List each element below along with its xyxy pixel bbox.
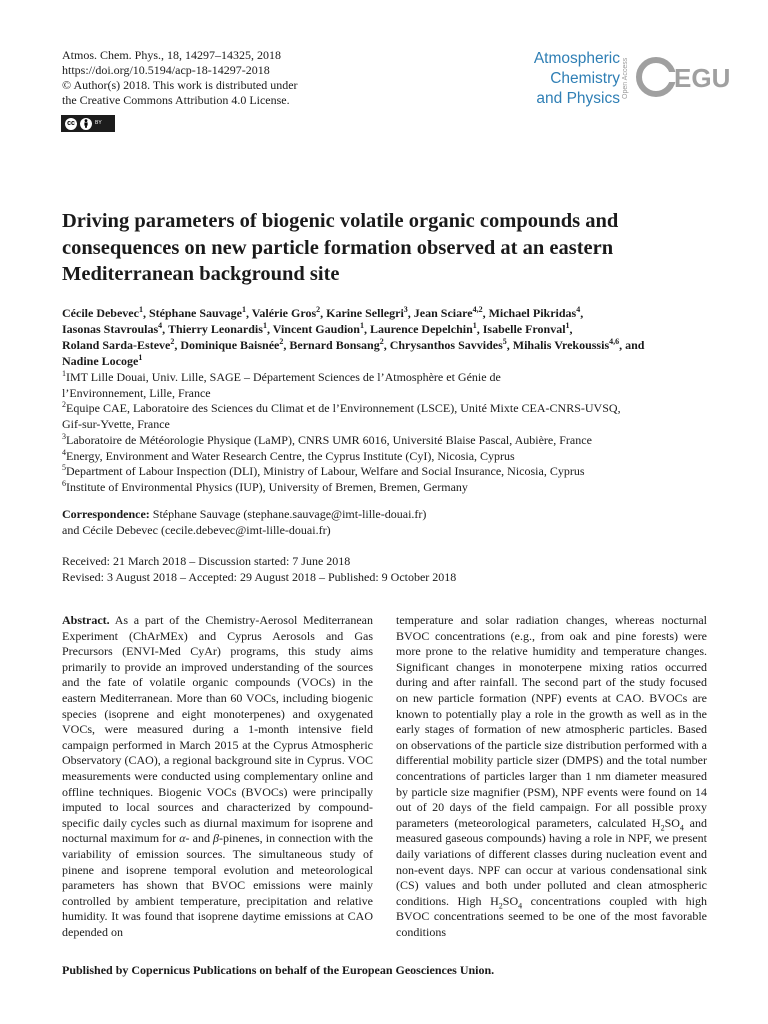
article-metadata [62, 48, 362, 108]
author-name: Michael Pikridas [488, 306, 577, 320]
correspondence [62, 506, 712, 538]
author-name: Vincent Gaudion [272, 322, 360, 336]
author-separator: , [174, 338, 181, 352]
author-affiliation: 1 [359, 321, 364, 330]
author-separator: , [363, 322, 370, 336]
affiliation-text: Laboratoire de Météorologie Physique (LaMP), CNRS UMR 6016, Université Blaise Pascal, Aubière, France [66, 432, 592, 447]
author-affiliation: 1 [138, 353, 143, 362]
author-separator: , [407, 306, 414, 320]
affiliation-item [62, 370, 712, 386]
license-notice: the Creative Commons Attribution 4.0 License. [62, 93, 290, 107]
publisher-footer: Published by Copernicus Publications on behalf of the European Geosciences Union. [62, 963, 495, 977]
correspondence-label: Correspondence: [62, 507, 150, 521]
alpha-symbol: α [179, 831, 186, 846]
citation: Atmos. Chem. Phys., 18, 14297–14325, 2018 [62, 48, 282, 62]
affiliation-number: 4 [62, 447, 66, 457]
author-separator: , [162, 322, 168, 336]
beta-symbol: β [213, 831, 220, 846]
author-separator: , [580, 306, 584, 320]
dates-line-2: Revised: 3 August 2018 – Accepted: 29 August 2018 – Published: 9 October 2018 [62, 570, 457, 584]
abstract-text: SO [664, 815, 680, 830]
author-list [62, 305, 712, 369]
affiliation-text: Energy, Environment and Water Research Centre, the Cyprus Institute (CyI), Nicosia, Cyprus [66, 448, 515, 463]
author-name: Chrysanthos Savvides [389, 338, 503, 352]
author-separator: , [246, 306, 252, 320]
affiliation-continuation: Gif-sur-Yvette, France [62, 417, 170, 432]
author-name: Bernard Bonsang [289, 338, 380, 352]
author-affiliation: 2 [279, 337, 284, 346]
cc-icon: cc [65, 118, 77, 130]
author-name: Cécile Debevec [62, 306, 139, 320]
author-name: Mihalis Vrekoussis [512, 338, 610, 352]
author-affiliation: 1 [242, 305, 246, 314]
open-access-label: Open Access [622, 57, 629, 99]
author-name: Roland Sarda-Esteve [62, 338, 171, 352]
abstract-text: -pinenes, in connection with the variability of emission sources. The simultaneous study of pinene and isoprene temporal evolution and meteorological parameters has shown that BVOC emissions were mainly controlled by ambient temperature, precipitation and relative humidity. It was found that isoprene daytime emissions at CAO depended on [62, 831, 373, 939]
author-separator: , [266, 322, 273, 336]
paper-title [62, 208, 712, 288]
author-separator: , [142, 306, 149, 320]
correspondence-email-2[interactable]: and Cécile Debevec (cecile.debevec@imt-lille-douai.fr) [62, 523, 331, 537]
author-affiliation: 1 [262, 321, 267, 330]
author-affiliation: 1 [472, 321, 477, 330]
affiliation-number: 3 [62, 431, 66, 441]
publication-dates [62, 553, 712, 585]
dates-line-1: Received: 21 March 2018 – Discussion started: 7 June 2018 [62, 554, 351, 568]
subscript: 2 [498, 901, 503, 911]
egu-logo-text: EGU [674, 63, 731, 93]
author-separator: , [283, 338, 290, 352]
abstract-text: As a part of the Chemistry-Aerosol Mediterranean Experiment (ChArMEx) and Cyprus Aerosols and Gas Precursors (ENVI-Med CyAr) programs, this study aims primarily to provide an improved understanding of the sources and the fate of volatile organic compounds (VOCs) in the eastern Mediterranean. More than 60 VOCs, including biogenic species (isoprene and eight monoterpenes) and oxygenated VOCs, were measured during a 1-month intensive field campaign performed in March 2015 at the Cyprus Atmospheric Observatory (CAO), a regional background site in Cyprus. VOC measurements were conducted using complementary online and offline techniques. Biogenic VOCs (BVOCs) were principally imputed to local sources and characterized by compound-specific daily cycles such as diurnal maximum for isoprene and nocturnal maximum for [62, 613, 373, 846]
author-affiliation: 4 [576, 305, 581, 314]
author-name: Stéphane Sauvage [148, 306, 242, 320]
affiliation-number: 1 [62, 369, 66, 378]
affiliation-text: Equipe CAE, Laboratoire des Sciences du Climat et de l’Environnement (LSCE), Unité Mixte CEA-CNRS-UVSQ, [66, 401, 621, 416]
title-line-3: Mediterranean background site [62, 263, 340, 285]
affiliation-number: 5 [62, 463, 66, 473]
affiliation-item [62, 449, 712, 465]
journal-name [534, 49, 620, 109]
author-affiliation: 2 [379, 337, 384, 346]
author-name: Karine Sellegri [326, 306, 404, 320]
abstract-text: SO [502, 893, 519, 908]
correspondence-email-1[interactable]: Stéphane Sauvage (stephane.sauvage@imt-lille-douai.fr) [149, 507, 427, 521]
author-separator: , [383, 338, 390, 352]
egu-logo-icon [636, 52, 731, 102]
author-affiliation: 5 [502, 337, 507, 346]
affiliation-item [62, 401, 712, 417]
affiliation-number: 2 [62, 400, 66, 410]
author-name: Nadine Locoge [62, 354, 139, 368]
author-name: Dominique Baisnée [180, 338, 280, 352]
author-name: Isabelle Fronval [482, 322, 566, 336]
abstract-text: and measured gaseous compounds) having a role in NPF, we present daily variations of different classes during nucleation event and non-event days. NPF can occur at various condensational sink (CS) values and both under polluted and clean atmospheric conditions. High H [396, 815, 707, 908]
affiliation-number: 6 [62, 478, 66, 488]
author-name: Valérie Gros [251, 306, 317, 320]
author-separator: , [506, 338, 513, 352]
author-affiliation: 4,2 [472, 305, 483, 314]
subscript: 2 [660, 823, 665, 833]
cc-by-license-badge[interactable] [61, 115, 115, 132]
affiliation-continuation: l’Environnement, Lille, France [62, 385, 211, 400]
author-name: Iasonas Stavroulas [62, 322, 159, 336]
affiliation-item [62, 433, 712, 449]
affiliation-list [62, 370, 712, 496]
author-separator: , [482, 306, 489, 320]
affiliation-text: IMT Lille Douai, Univ. Lille, SAGE – Département Sciences de l’Atmosphère et Génie de [66, 370, 501, 384]
abstract-text: - and [185, 831, 214, 846]
author-affiliation: 1 [565, 321, 570, 330]
affiliation-text: Department of Labour Inspection (DLI), Ministry of Labour, Welfare and Social Insurance, Nicosia, Cyprus [66, 464, 585, 479]
affiliation-item [62, 480, 712, 496]
correspondence-line-1 [62, 506, 712, 522]
affiliation-text: Institute of Environmental Physics (IUP), University of Bremen, Bremen, Germany [66, 479, 468, 494]
title-line-1: Driving parameters of biogenic volatile organic compounds and [62, 210, 619, 232]
author-affiliation: 2 [316, 305, 321, 314]
journal-line-3: and Physics [536, 90, 620, 107]
author-name: Thierry Leonardis [167, 322, 263, 336]
abstract-label: Abstract. [62, 613, 110, 627]
by-label: BY [95, 120, 102, 126]
author-affiliation: 4 [158, 321, 163, 330]
attribution-person-icon [80, 118, 92, 130]
abstract-text: temperature and solar radiation changes, whereas nocturnal BVOC concentrations (e.g., from oak and pine forests) were more prone to the relative humidity and temperature changes. Significant changes in monoterpene mixing ratios occurred during and after rainfall. The second part of the study focused on new particle formation (NPF) events at CAO. BVOCs are known to potentially play a role in the growth as well as in the early stages of formation of new atmospheric particles. Based on observations of the particle size distribution performed with a differential mobility particle sizer (DMPS) and the total number concentrations of particles larger than 1 nm diameter measured by particle size magnifier (PSM), NPF events were found on 14 out of 20 days of the field campaign. For all possible proxy parameters (meteorological parameters, calculated H [396, 613, 707, 830]
affiliation-item [62, 464, 712, 480]
subscript: 4 [518, 901, 523, 911]
title-line-2: consequences on new particle formation observed at an eastern [62, 236, 614, 259]
author-separator: , [476, 322, 483, 336]
doi-link[interactable]: https://doi.org/10.5194/acp-18-14297-2018 [62, 63, 270, 77]
journal-line-1: Atmospheric [533, 50, 620, 67]
abstract-text: concentrations coupled with high BVOC concentrations seemed to be one of the most favorable conditions [396, 893, 707, 939]
copyright-notice: © Author(s) 2018. This work is distributed under [62, 78, 298, 92]
author-name: Jean Sciare [413, 306, 473, 320]
author-separator: , [569, 322, 573, 336]
author-separator: , and [619, 338, 645, 352]
author-affiliation: 4,6 [609, 337, 620, 346]
author-affiliation: 3 [403, 305, 408, 314]
journal-line-2: Chemistry [550, 70, 620, 87]
subscript: 4 [679, 823, 684, 833]
author-affiliation: 1 [138, 305, 143, 314]
author-separator: , [320, 306, 327, 320]
abstract-left-column [62, 613, 373, 940]
author-affiliation: 2 [170, 337, 175, 346]
abstract-right-column [396, 613, 707, 940]
author-name: Laurence Depelchin [369, 322, 473, 336]
